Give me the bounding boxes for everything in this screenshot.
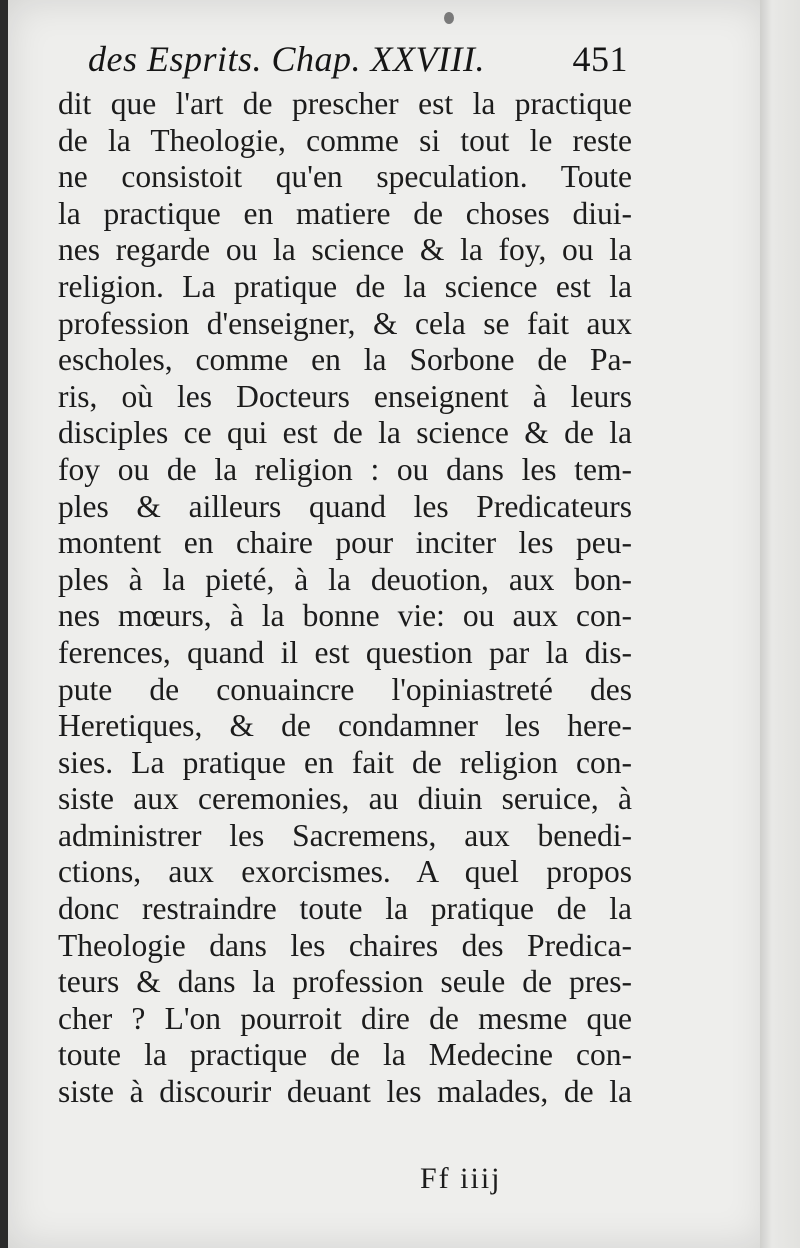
- signature-mark: Ff iiij: [420, 1162, 502, 1195]
- text-line: ne consistoit qu'en speculation. Toute: [58, 159, 632, 195]
- text-line: Theologie dans les chaires des Predica-: [58, 927, 632, 963]
- text-line: siste à discourir deuant les malades, de la: [58, 1074, 632, 1110]
- text-line: ctions, aux exorcismes. A quel propos: [58, 854, 632, 890]
- text-line: administrer les Sacremens, aux benedi-: [58, 817, 632, 853]
- text-line: escholes, comme en la Sorbone de Pa-: [58, 342, 632, 378]
- text-line: dit que l'art de prescher est la practique: [58, 86, 632, 121]
- page-header: [88, 38, 628, 84]
- text-line: ferences, quand il est question par la dis-: [58, 634, 632, 670]
- text-line: ris, où les Docteurs enseignent à leurs: [58, 378, 632, 414]
- text-line: ples & ailleurs quand les Predicateurs: [58, 488, 632, 524]
- text-line: nes mœurs, à la bonne vie: ou aux con-: [58, 598, 632, 634]
- text-line: donc restraindre toute la pratique de la: [58, 891, 632, 927]
- text-line: nes regarde ou la science & la foy, ou la: [58, 232, 632, 268]
- text-line: montent en chaire pour inciter les peu-: [58, 525, 632, 561]
- text-line: siste aux ceremonies, au diuin seruice, à: [58, 781, 632, 817]
- text-line: Heretiques, & de condamner les here-: [58, 708, 632, 744]
- text-line: sies. La pratique en fait de religion con-: [58, 744, 632, 780]
- text-line: disciples ce qui est de la science & de la: [58, 415, 632, 451]
- text-line: pute de conuaincre l'opiniastreté des: [58, 671, 632, 707]
- text-line: cher ? L'on pourroit dire de mesme que: [58, 1000, 632, 1036]
- page-edge: [760, 0, 800, 1248]
- text-line: toute la practique de la Medecine con-: [58, 1037, 632, 1073]
- page-number: 451: [572, 39, 628, 79]
- text-line: de la Theologie, comme si tout le reste: [58, 122, 632, 158]
- running-head: des Esprits. Chap. XXVIII.: [88, 39, 485, 79]
- text-line: la practique en matiere de choses diui-: [58, 195, 632, 231]
- text-line: foy ou de la religion : ou dans les tem-: [58, 451, 632, 487]
- text-line: religion. La pratique de la science est la: [58, 268, 632, 304]
- body-text: [58, 86, 632, 1111]
- text-line: teurs & dans la profession seule de pres-: [58, 964, 632, 1000]
- text-line: profession d'enseigner, & cela se fait aux: [58, 305, 632, 341]
- ink-speck: [444, 12, 454, 24]
- text-line: ples à la pieté, à la deuotion, aux bon-: [58, 561, 632, 597]
